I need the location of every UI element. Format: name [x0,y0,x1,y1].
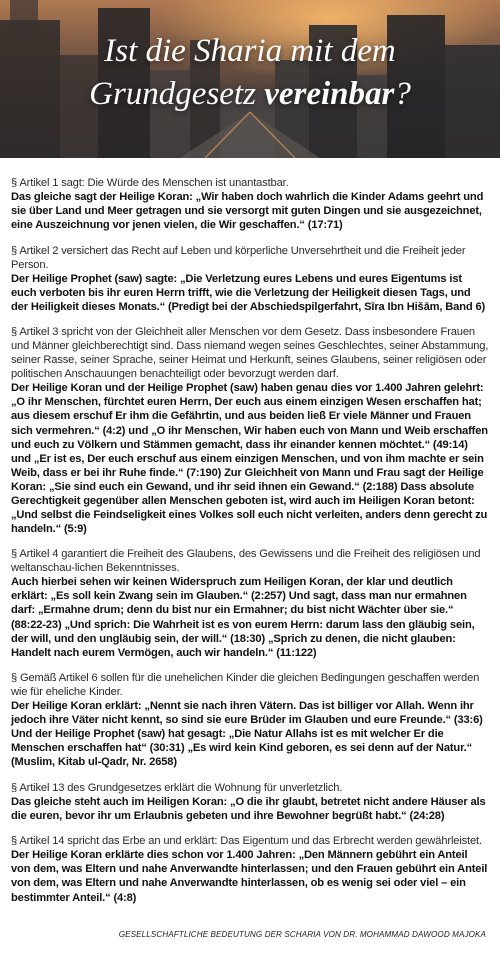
section-quote: Auch hierbei sehen wir keinen Widerspruch zum Heiligen Koran, der klar und deutlich erklärt: „Es soll kein Zwang sein im Glauben.“ (2:257) Und sagt, dass man nur ermahnen darf: „Ermahne drum; denn du bist nur ein Ermahner; du bist nicht Wächter über sie.“ (88:22-23) „Und sprich: Die Wahrheit ist es von eurem Herrn: darum lass den gläubig sein, der will, und den ungläubig sein, der will.“ (18:30) „Sprich zu denen, die nicht glauben: Handelt nach eurem Vermögen, auch wir handeln.“ (11:122) [11,576,475,659]
section-artikel-13 [11,781,489,823]
title-question-mark: ? [394,76,411,112]
section-intro: § Artikel 14 spricht das Erbe an und erklärt: Das Eigentum und das Erbrecht werden gewährleistet. [11,835,482,848]
section-intro: § Artikel 3 spricht von der Gleichheit aller Menschen vor dem Gesetz. Dass insbesondere Frauen und Männer gleichberechtigt sind. Dass niemand wegen seines Geschlechtes, seiner Abstammung, seiner Rasse, seiner Sprache, seiner Heimat und Herkunft, seines Glaubens, seiner religiösen oder politischen Anschauungen benachteiligt oder bevorzugt werden darf. [11,326,489,381]
section-quote: Das gleiche steht auch im Heiligen Koran: „O die ihr glaubt, betretet nicht andere Häuser als die euren, bevor ihr um Erlaubnis gebeten und ihre Bewohner begrüßt habt.“ (24:28) [11,795,486,822]
section-artikel-2 [11,244,489,314]
page-title [0,30,500,116]
section-quote: Der Heilige Prophet (saw) sagte: „Die Verletzung eures Lebens und eures Eigentums ist euch verboten bis ihr euren Herrn trifft, wie die Verletzung der Heiligkeit diesen Tags, und der Heiligkeit dieses Monats.“ (Predigt bei der Abschiedspilgerfahrt, Sīra Ibn Hišām, Band 6) [11,272,486,313]
title-line-2 [0,73,500,116]
footer-credit: GESELLSCHAFTLICHE BEDEUTUNG DER SCHARIA VON DR. MOHAMMAD DAWOOD MAJOKA [118,930,486,939]
title-word-vereinbar: vereinbar [264,76,395,112]
section-intro: § Gemäß Artikel 6 sollen für die unehelichen Kinder die gleichen Bedingungen geschaffen werden wie für eheliche Kinder. [11,672,480,699]
article-body [11,176,489,916]
section-intro: § Artikel 13 des Grundgesetzes erklärt die Wohnung für unverletzlich. [11,781,343,794]
section-quote: Das gleiche sagt der Heilige Koran: „Wir haben doch wahrlich die Kinder Adams geehrt und sie über Land und Meer getragen und sie versorgt mit guten Dingen und sie ausgezeichnet, eine Auszeichnung vor jenen vielen, die Wir geschaffen.“ (17:71) [11,191,484,232]
section-artikel-3 [11,325,489,536]
section-artikel-6 [11,671,489,769]
section-intro: § Artikel 4 garantiert die Freiheit des Glaubens, des Gewissens und die Freiheit des religiösen und weltanschau-lichen Bekenntnisses. [11,548,481,575]
section-artikel-14 [11,834,489,904]
section-intro: § Artikel 2 versichert das Recht auf Leben und körperliche Unversehrtheit und die Freiheit jeder Person. [11,244,466,271]
section-artikel-4 [11,547,489,659]
section-intro: § Artikel 1 sagt: Die Würde des Menschen ist unantastbar. [11,177,289,189]
section-artikel-1 [11,176,489,232]
title-line-1: Ist die Sharia mit dem [104,33,396,69]
section-quote: Der Heilige Koran und der Heilige Prophet (saw) haben genau dies vor 1.400 Jahren gelehrt: „O ihr Menschen, fürchtet euren Herrn, Der euch aus einem einzigen Wesen erschaffen hat; aus diesem erschuf Er ihm die Gefährtin, und aus beiden ließ Er viele Männer und Frauen sich vermehren.“ (4:2) und „O ihr Menschen, Wir haben euch von Mann und Weib erschaffen und euch zu Völkern und Stämmen gemacht, dass ihr einander kennen möchtet.“ (49:14) und „Er ist es, Der euch erschuf aus einem einzigen Menschen, und von ihm machte er sein Weib, dass er bei ihr Ruhe finde.“ (7:190) Zur Gleichheit von Mann und Frau sagt der Heilige Koran: „Sie sind euch ein Gewand, und ihr seid ihnen ein Gewand.“ (2:188) Dass absolute Gerechtigkeit gegenüber allen Menschen geboten ist, wird auch im Heiligen Koran betont: „Und selbst die Feindseligkeit eines Volkes soll euch nicht verleiten, anders denn gerecht zu handeln.“ (5:9) [11,382,488,535]
title-word-grundgesetz: Grundgesetz [89,76,265,112]
header-banner [0,0,500,158]
section-quote: Der Heilige Koran erklärte dies schon vor 1.400 Jahren: „Den Männern gebührt ein Anteil von dem, was Eltern und nahe Anverwandte hinterlassen; und den Frauen gebührt ein Anteil von dem, was Eltern und nahe Anverwandte hinterlassen, ob es wenig sei oder viel – ein bestimmter Anteil.“ (4:8) [11,849,488,904]
section-quote: Der Heilige Koran erklärt: „Nennt sie nach ihren Vätern. Das ist billiger vor Allah. Wenn ihr jedoch ihre Väter nicht kennt, so sind sie eure Brüder im Glauben und eure Freunde.“ (33:6) Und der Heilige Prophet (saw) hat gesagt: „Die Natur Allahs ist es mit welcher Er die Menschen erschaffen hat“ (30:31) „Es wird kein Kind geboren, es sei denn auf der Natur.“ (Muslim, Kitab ul-Qadr, Nr. 2658) [11,700,483,769]
